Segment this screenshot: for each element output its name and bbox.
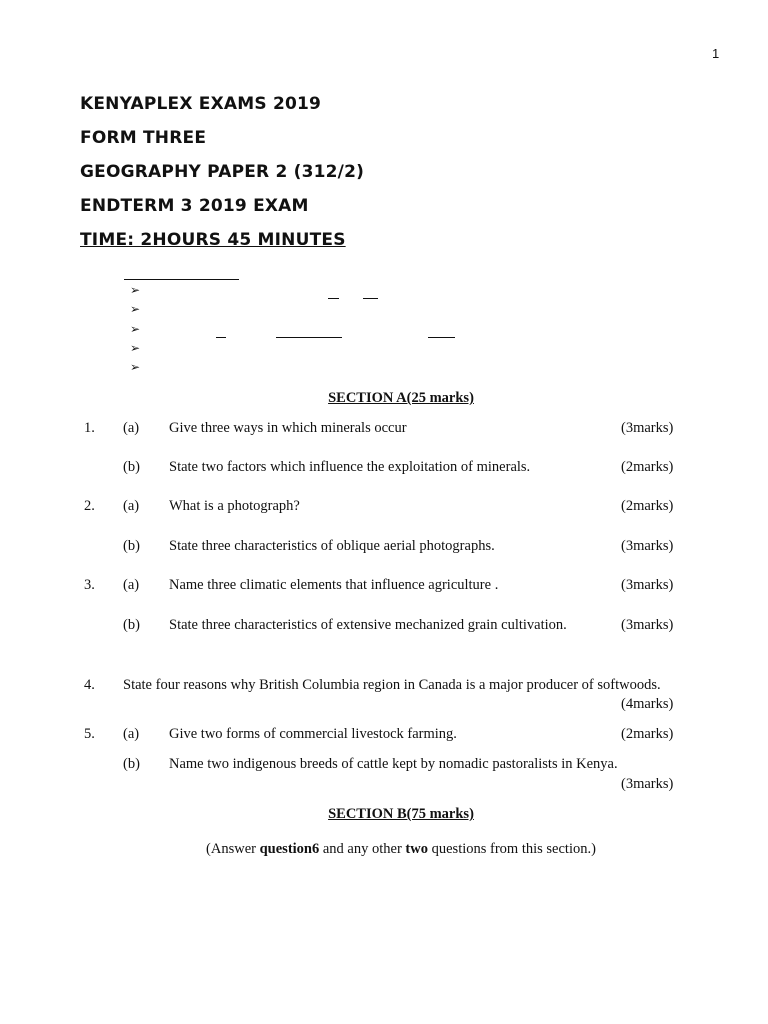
blank-line [428,337,455,338]
question-number: 3. [84,577,95,593]
question-number: 5. [84,726,95,742]
question-part-letter: (a) [123,498,140,514]
question-number: 1. [84,420,95,436]
instruction-bullet: ➢ [130,302,141,316]
blank-line [363,298,378,299]
question-marks: (2marks) [621,726,674,742]
question-marks: (3marks) [621,577,674,593]
question-text: State four reasons why British Columbia region in Canada is a major producer of softwoods. [123,677,661,693]
question-number: 2. [84,498,95,514]
question-marks: (3marks) [621,776,674,792]
question-part-letter: (a) [123,577,140,593]
question-text: Give three ways in which minerals occur [169,420,407,436]
question-part-letter: (b) [123,756,140,772]
instruction-bold-question: question6 [259,841,320,857]
section-a-title: SECTION A(25 marks) [328,390,474,406]
exam-time: TIME: 2HOURS 45 MINUTES [80,230,346,250]
question-marks: (3marks) [621,538,674,554]
instruction-bullet: ➢ [130,322,141,336]
instruction-bold-count: two [405,841,428,857]
exam-title: KENYAPLEX EXAMS 2019 [80,94,322,114]
instruction-bullet: ➢ [130,360,141,374]
instruction-text: (Answer [206,841,260,857]
instructions-heading-rule [124,279,239,280]
section-b-instruction [0,841,768,858]
question-text: What is a photograph? [169,498,300,514]
blank-line [276,337,342,338]
instruction-bullet: ➢ [130,283,141,297]
question-part-letter: (a) [123,726,140,742]
question-part-letter: (b) [123,459,140,475]
question-part-letter: (a) [123,420,140,436]
paper-title: GEOGRAPHY PAPER 2 (312/2) [80,162,365,182]
question-text: Name three climatic elements that influence agriculture . [169,577,499,593]
question-marks: (4marks) [621,696,674,712]
question-marks: (2marks) [621,498,674,514]
blank-line [328,298,339,299]
question-text: State three characteristics of oblique aerial photographs. [169,538,495,554]
question-text: Give two forms of commercial livestock farming. [169,726,457,742]
question-marks: (3marks) [621,420,674,436]
instruction-text: and any other [319,841,406,857]
question-number: 4. [84,677,95,693]
question-text: State three characteristics of extensive mechanized grain cultivation. [169,617,567,633]
question-text: State two factors which influence the exploitation of minerals. [169,459,531,475]
question-part-letter: (b) [123,617,140,633]
question-part-letter: (b) [123,538,140,554]
page-number: 1 [712,46,720,61]
instruction-bullet: ➢ [130,341,141,355]
instruction-text: questions from this section.) [427,841,596,857]
question-marks: (2marks) [621,459,674,475]
question-text: Name two indigenous breeds of cattle kept by nomadic pastoralists in Kenya. [169,756,618,772]
section-b-title: SECTION B(75 marks) [328,806,474,822]
form-level: FORM THREE [80,128,207,148]
blank-line [216,337,226,338]
exam-name: ENDTERM 3 2019 EXAM [80,196,309,216]
question-marks: (3marks) [621,617,674,633]
